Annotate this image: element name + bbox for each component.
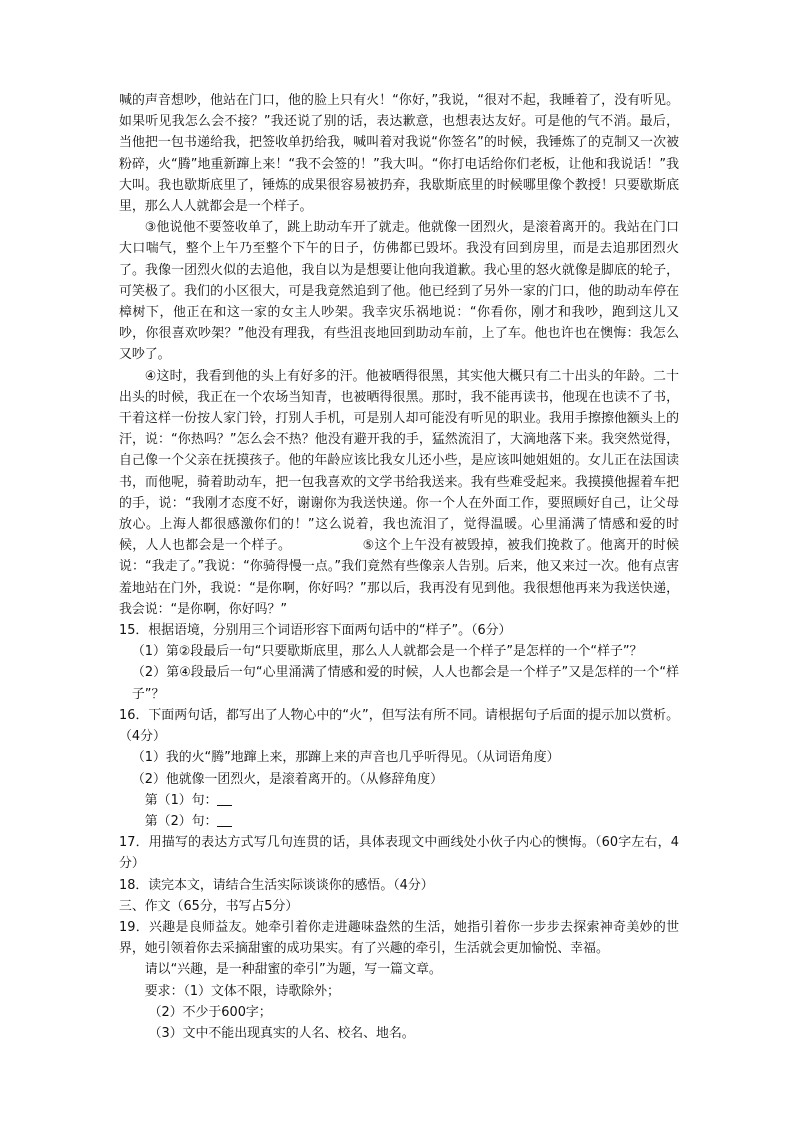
answer-blank-1[interactable] [217, 792, 231, 806]
question-19: 19．兴趣是良师益友。她牵引着你走进趣味盎然的生活，她指引着你一步步去探索神奇美妙的世界，她引领着你去采摘甜蜜的成功果实。有了兴趣的牵引，生活就会更加愉悦、幸福。 [119, 919, 679, 957]
answer-line-1 [119, 790, 679, 811]
question-16-part-2: （2）他就像一团烈火，是滚着离开的。（从修辞角度） [131, 771, 444, 787]
passage-paragraph-5: ⑤这个上午没有被毁掉，被我们挽救了。他离开的时候说：“我走了。”我说：“你骑得慢一点。”我们竟然有些像亲人告别。后来，他又来过一次。他有点害羞地站在门外，我说：“是你啊，你好吗？”那以后，我再没有见到他。我很想他再来为我送快递，我会说：“是你啊，你好吗？” [119, 538, 680, 617]
composition-heading: 三、作文（65分，书写占5分） [119, 898, 299, 914]
question-15-part-2: （2）第④段最后一句“心里涌满了情感和爱的时候，人人也都会是一个样子”又是怎样的一个“样子”？ [131, 665, 679, 702]
page-content [119, 90, 679, 1044]
question-17: 17．用描写的表达方式写几句连贯的话，具体表现文中画线处小伙子内心的懊悔。（60字左右，4分） [119, 835, 679, 872]
question-15-part-1: （1）第②段最后一句“只要歇斯底里，那么人人就都会是一个样子”是怎样的一个“样子”？ [131, 644, 643, 660]
question-15: 15．根据语境，分别用三个词语形容下面两句话中的“样子”。（6分） [119, 623, 512, 639]
composition-prompt: 请以“兴趣，是一种甜蜜的牵引”为题，写一篇文章。 [144, 962, 442, 978]
question-16: 16．下面两句话，都写出了人物心中的“火”，但写法有所不同。请根据句子后面的提示加以赏析。（4分） [119, 707, 679, 745]
question-18: 18．读完本文，请结合生活实际谈谈你的感悟。（4分） [119, 877, 434, 893]
passage-paragraph-3: ③他说他不要签收单了，跳上助动车开了就走。他就像一团烈火，是滚着离开的。我站在门口大口喘气，整个上午乃至整个下午的日子，仿佛都已毁坏。我没有回到房里，而是去追那团烈火了。我像一团烈火似的去追他，我自以为是想要让他向我道歉。我心里的怒火就像是脚底的轮子，可笑极了。我们的小区很大，可是我竟然追到了他。他已经到了另外一家的门口，他的助动车停在樟树下，他正在和这一家的女主人吵架。我幸灾乐祸地说：“你看你，刚才和我吵，跑到这儿又吵，你很喜欢吵架？”他没有理我，有些沮丧地回到助动车前，上了车。他也许也在懊悔：我怎么又吵了。 [119, 220, 679, 363]
answer-line-2 [119, 811, 679, 832]
composition-requirement-3: （3）文中不能出现真实的人名、校名、地名。 [148, 1025, 415, 1041]
passage-paragraph-4 [119, 366, 679, 620]
composition-requirement-1: 要求：（1）文体不限，诗歌除外； [144, 983, 340, 999]
answer-label-2: 第（2）句： [144, 813, 218, 829]
answer-label-1: 第（1）句： [144, 792, 218, 808]
passage-paragraph-2-continued: 喊的声音想吵，他站在门口，他的脸上只有火！“你好，”我说，“很对不起，我睡着了，没有听见。如果听见我怎么会不接？”我还说了别的话，表达歉意，也想表达友好。可是他的气不消。最后，当他把一包书递给我，把签收单扔给我，喊叫着对我说“你签名”的时候，我锤炼了的克制又一次被粉碎，火“腾”地重新蹿上来！“我不会签的！”我大叫。“你打电话给你们老板，让他和我说话！”我大叫。我也歇斯底里了，锤炼的成果很容易被扔弃，我歇斯底里的时候哪里像个教授！只要歇斯底里，那么人人就都会是一个样子。 [119, 93, 679, 215]
passage-paragraph-4-text: ④这时，我看到他的头上有好多的汗。他被晒得很黑，其实他大概只有二十出头的年龄。二十出头的时候，我正在一个农场当知青，也被晒得很黑。那时，我不能再读书，他现在也读不了书，干着这样一份按人家门铃，打别人手机，可是别人却可能没有听见的职业。我用手擦擦他额头上的汗，说：“你热吗？”怎么会不热？他没有避开我的手，猛然流泪了，大滴地落下来。我突然觉得，自己像一个父亲在抚摸孩子。他的年龄应该比我女儿还小些，是应该叫她姐姐的。女儿正在法国读书，而他呢，骑着助动车，把一包我喜欢的文学书给我送来。我有些难受起来。我摸摸他握着车把的手，说：“我刚才态度不好，谢谢你为我送快递。你一个人在外面工作，要照顾好自己，让父母放心。上海人都很感激你们的！”这么说着，我也流泪了，觉得温暖。心里涌满了情感和爱的时候，人人也都会是一个样子。 [119, 368, 679, 554]
composition-requirement-2: （2）不少于600字； [148, 1004, 272, 1020]
question-16-part-1: （1）我的火“腾”地蹿上来，那蹿上来的声音也几乎听得见。（从词语角度） [131, 750, 560, 766]
answer-blank-2[interactable] [217, 813, 231, 827]
